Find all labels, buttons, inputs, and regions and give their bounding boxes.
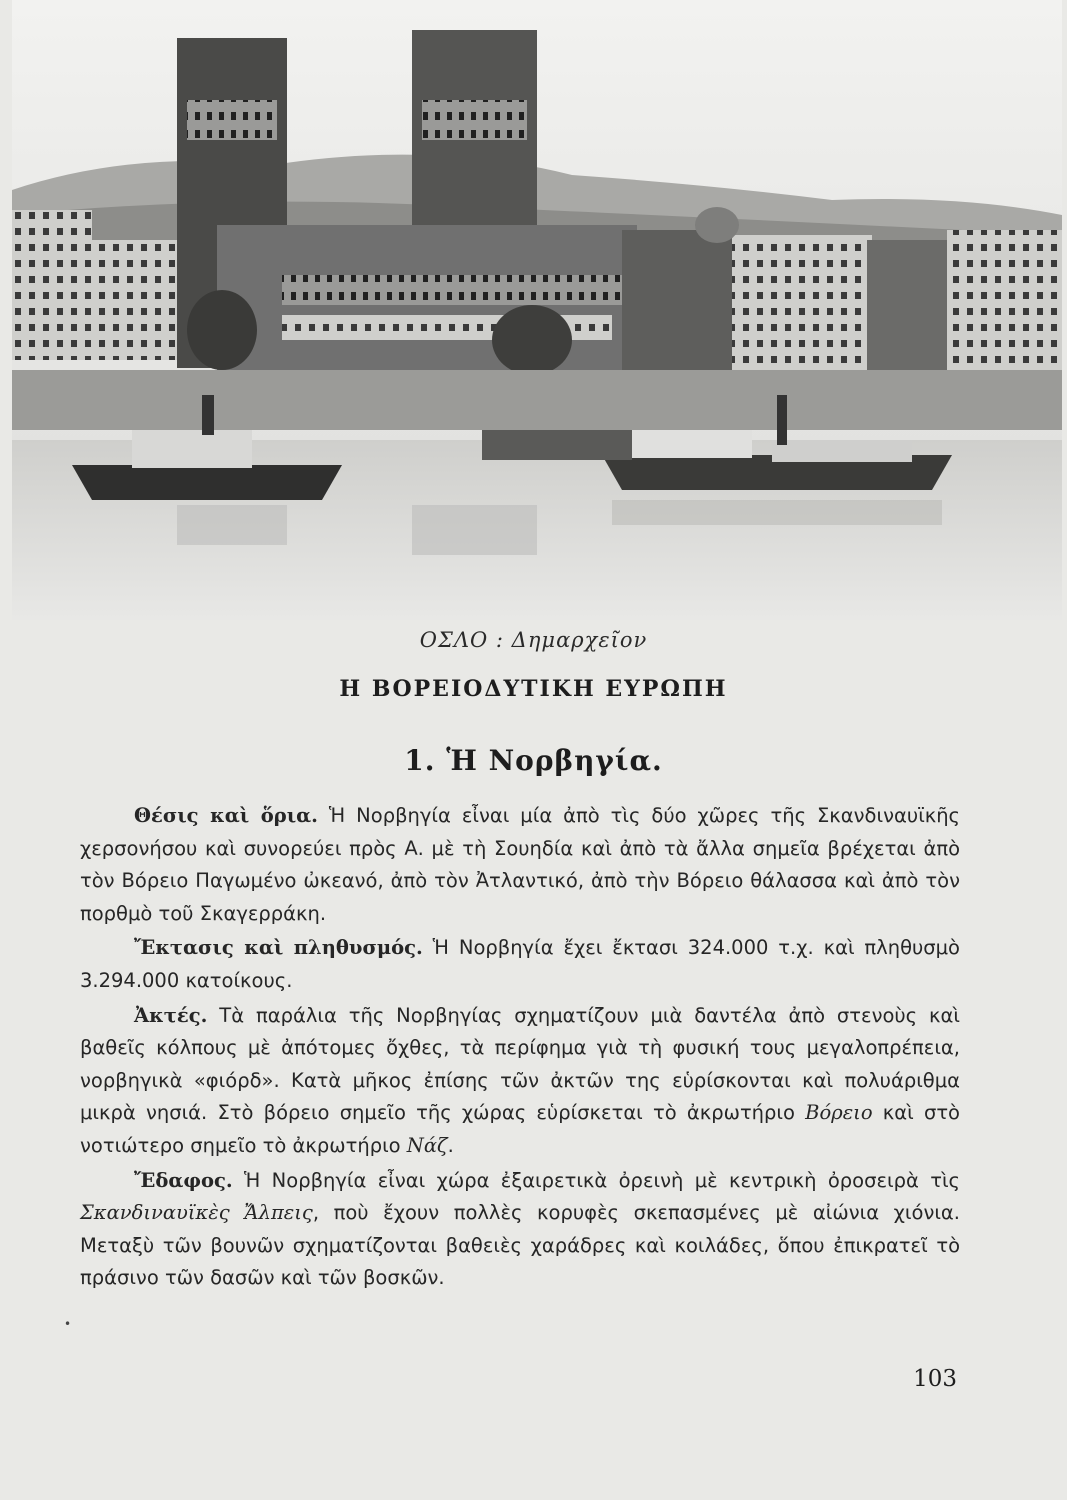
photo-caption (0, 628, 1067, 652)
page-number: 103 (913, 1366, 957, 1392)
section-title: 1. Ἡ Νορβηγία. (404, 744, 663, 777)
caption-building: Δημαρχεῖον (511, 628, 648, 652)
text-coasts-b: καὶ στὸ νοτιώτερο σημεῖο τὸ ἀκρωτήριο (80, 1101, 960, 1157)
cape-north-name: Βόρειο (805, 1101, 873, 1125)
text-position: Ἡ Νορβηγία εἶναι μία ἀπὸ τὶς δύο χῶρες τῆς Σκανδιναυϊκῆς χερσονήσου καὶ συνορεύει πρὸς Α. μὲ τὴ Σουηδία καὶ ἀπὸ τὰ ἄλλα σημεῖα βρέχεται ἀπὸ τὸν Βόρειο Παγωμένο ὠκεανό, ἀπὸ τὸν Ἀτλαντικό, ἀπὸ τὴν Βόρειο θάλασσα καὶ ἀπὸ τὸν πορθμὸ τοῦ Σκαγερράκη. (80, 804, 960, 925)
text-terrain-a: Ἡ Νορβηγία εἶναι χώρα ἐξαιρετικὰ ὀρεινὴ μὲ κεντρικὴ ὀροσειρὰ τὶς (232, 1168, 960, 1192)
heading-coasts: Ἀκτές. (134, 1003, 208, 1027)
heading-position: Θέσις καὶ ὅρια. (134, 804, 318, 827)
paragraph-terrain (80, 1165, 960, 1295)
body-text (80, 800, 960, 1297)
chapter-title: Η ΒΟΡΕΙΟΔΥΤΙΚΗ ΕΥΡΩΠΗ (339, 676, 728, 702)
margin-dot-icon: • (64, 1317, 72, 1331)
text-area: Ἡ Νορβηγία ἔχει ἔκτασι 324.000 τ.χ. καὶ πληθυσμὸ 3.294.000 κατοίκους. (80, 936, 960, 992)
paragraph-coasts (80, 1000, 960, 1163)
text-coasts-a: Τὰ παράλια τῆς Νορβηγίας σχηματίζουν μιὰ δαντέλα ἀπὸ στενοὺς καὶ βαθεῖς κόλπους μὲ ἀπότομες ὄχθες, τὰ περίφημα γιὰ τὴ φυσική τους μεγαλοπρέπεια, νορβηγικὰ «φιόρδ». Κατὰ μῆκος ἐπίσης τῶν ἀκτῶν της εὑρίσκονται καὶ πολυάριθμα μικρὰ νησιά. Στὸ βόρειο σημεῖο τῆς χώρας εὑρίσκεται τὸ ἀκρωτήριο (80, 1003, 960, 1125)
cape-naze-name: Νάζ (406, 1133, 448, 1157)
oslo-city-hall-photo (12, 0, 1062, 620)
paragraph-position (80, 800, 960, 930)
oslo-city-hall-photo-icon (12, 0, 1062, 620)
heading-terrain: Ἔδαφος. (134, 1168, 233, 1192)
caption-city: ΟΣΛΟ (419, 628, 489, 652)
heading-area: Ἔκτασις καὶ πληθυσμός. (134, 936, 423, 960)
paragraph-area (80, 932, 960, 997)
text-terrain-b: , ποὺ ἔχουν πολλὲς κορυφὲς σκεπασμένες μὲ αἰώνια χιόνια. Μεταξὺ τῶν βουνῶν σχηματίζονται βαθειὲς χαράδρες καὶ κοιλάδες, ὅπου ἐπικρατεῖ τὸ πράσινο τῶν δασῶν καὶ τῶν βοσκῶν. (80, 1201, 960, 1290)
scandinavian-alps-name: Σκανδιναυϊκὲς Ἄλπεις (80, 1201, 313, 1225)
caption-separator: : (495, 628, 504, 652)
text-coasts-c: . (447, 1133, 454, 1157)
